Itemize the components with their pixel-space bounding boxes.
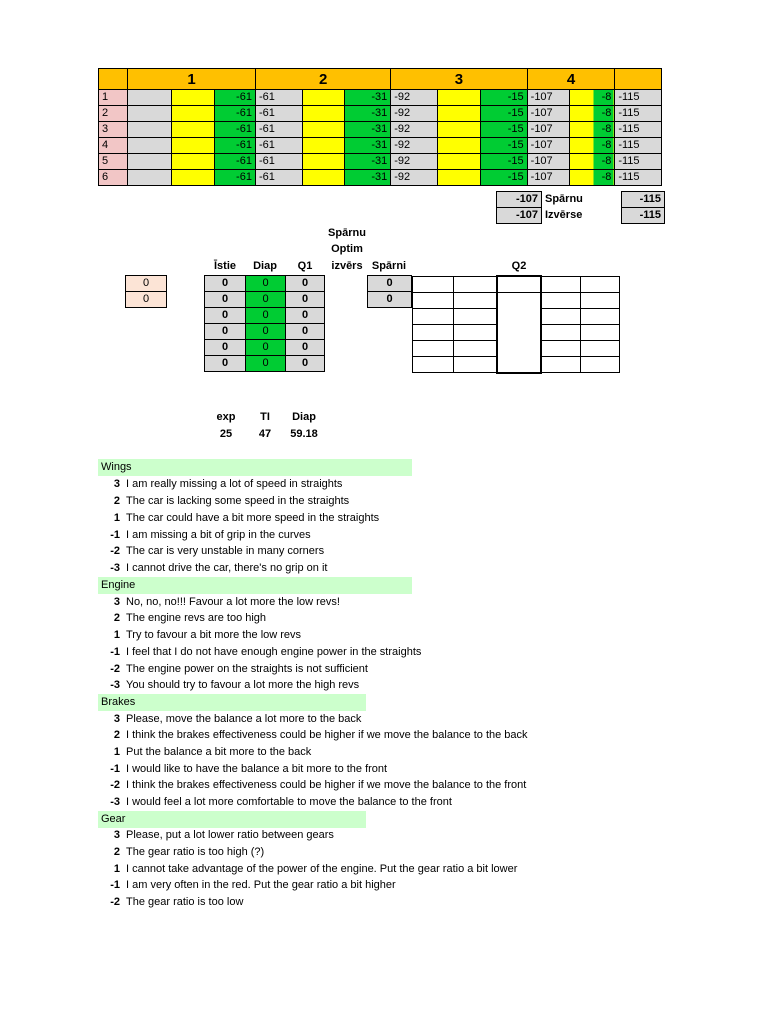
item-value: -3 [110, 562, 120, 574]
cell: 0 [126, 292, 167, 308]
cell: -115 [615, 122, 662, 138]
cell: -115 [622, 208, 665, 224]
item-text: The gear ratio is too low [126, 896, 244, 908]
cell: -8 [569, 90, 614, 106]
table-row [368, 276, 412, 292]
cell [454, 341, 498, 357]
item-value: 2 [113, 846, 120, 858]
cell: -15 [481, 106, 528, 122]
cell [302, 90, 344, 106]
item-value: 2 [113, 495, 120, 507]
label-optim-1: Spārnu [328, 227, 366, 239]
item-text: I would like to have the balance a bit more to the front [126, 763, 388, 775]
item-value: -2 [110, 545, 120, 557]
cell: -107 [527, 170, 569, 186]
item-text: You should try to favour a lot more the high revs [126, 679, 360, 691]
table-row [205, 356, 325, 372]
cell: -92 [391, 170, 438, 186]
item-value: -1 [110, 763, 120, 775]
cell [541, 293, 581, 309]
label-optim-2: Optim [331, 243, 363, 255]
table-row [205, 340, 325, 356]
item-value: -2 [110, 896, 120, 908]
cell [128, 170, 171, 186]
list-item [98, 476, 342, 493]
cell [437, 106, 480, 122]
item-text: The car could have a bit more speed in the straights [126, 512, 380, 524]
row-number: 4 [99, 138, 128, 154]
cell: -115 [615, 170, 662, 186]
cell [171, 90, 214, 106]
item-text: I am very often in the red. Put the gear ratio a bit higher [126, 879, 396, 891]
cell [437, 122, 480, 138]
cell [128, 122, 171, 138]
item-text: I cannot take advantage of the power of the engine. Put the gear ratio a bit lower [126, 863, 518, 875]
cell [171, 122, 214, 138]
cell [581, 357, 620, 373]
cell: 0 [205, 292, 246, 308]
cell: 0 [205, 356, 246, 372]
table-row [497, 208, 665, 224]
cell [302, 106, 344, 122]
cell: -115 [622, 192, 665, 208]
cell: -115 [615, 154, 662, 170]
header-3: 3 [391, 69, 527, 90]
table-row [99, 122, 662, 138]
cell [413, 293, 454, 309]
cell [171, 138, 214, 154]
cell [437, 170, 480, 186]
item-text: The engine revs are too high [126, 612, 267, 624]
cell: -31 [344, 90, 391, 106]
cell: 0 [286, 356, 325, 372]
cell: -107 [497, 208, 542, 224]
item-value: 3 [113, 596, 120, 608]
table-row [413, 293, 620, 309]
cell [454, 276, 498, 293]
cell [171, 106, 214, 122]
item-value: -2 [110, 663, 120, 675]
q2-grid [412, 275, 620, 374]
cell [413, 357, 454, 373]
stat-label-diap: Diap [292, 411, 316, 423]
cell: -31 [344, 122, 391, 138]
cell: -8 [569, 122, 614, 138]
cell [413, 276, 454, 293]
cell [581, 293, 620, 309]
cell [437, 154, 480, 170]
cell [171, 154, 214, 170]
item-value: -1 [110, 646, 120, 658]
item-text: I feel that I do not have enough engine power in the straights [126, 646, 422, 658]
cell: 0 [126, 276, 167, 292]
table-row [99, 90, 662, 106]
list-item [98, 894, 243, 911]
cell: 0 [286, 308, 325, 324]
table-row [205, 292, 325, 308]
cell: -107 [527, 106, 569, 122]
item-text: I would feel a lot more comfortable to move the balance to the front [126, 796, 452, 808]
list-item [98, 727, 528, 744]
item-text: The car is very unstable in many corners [126, 545, 325, 557]
cell: -61 [255, 106, 302, 122]
table-row [205, 324, 325, 340]
cell [454, 293, 498, 309]
item-value: -2 [110, 779, 120, 791]
cell: -61 [214, 154, 255, 170]
label-diap: Diap [253, 260, 277, 272]
table-row [413, 276, 620, 293]
cell: 0 [286, 340, 325, 356]
cell: 0 [246, 324, 286, 340]
item-text: Try to favour a bit more the low revs [126, 629, 302, 641]
cell: -15 [481, 90, 528, 106]
cell: 0 [205, 324, 246, 340]
cell: -61 [214, 138, 255, 154]
label-q2: Q2 [511, 260, 527, 272]
cell [581, 309, 620, 325]
cell [302, 122, 344, 138]
item-value: 1 [113, 512, 120, 524]
list-item [98, 794, 452, 811]
item-text: I think the brakes effectiveness could be higher if we move the balance to the back [126, 729, 528, 741]
list-item [98, 744, 311, 761]
cell: -15 [481, 138, 528, 154]
item-value: -1 [110, 879, 120, 891]
cell: -8 [569, 170, 614, 186]
item-value: 1 [113, 629, 120, 641]
item-text: I cannot drive the car, there's no grip on it [126, 562, 328, 574]
cell: -8 [569, 106, 614, 122]
table-row [497, 192, 665, 208]
table-row [99, 138, 662, 154]
table-row [99, 170, 662, 186]
item-text: I am really missing a lot of speed in straights [126, 478, 343, 490]
cell: 0 [246, 308, 286, 324]
cell: 0 [246, 340, 286, 356]
cell: -31 [344, 138, 391, 154]
cell: -92 [391, 106, 438, 122]
stat-value-ti: 47 [258, 428, 272, 440]
item-text: The gear ratio is too high (?) [126, 846, 265, 858]
table-row [99, 154, 662, 170]
setup-table [98, 68, 662, 186]
item-text: Put the balance a bit more to the back [126, 746, 312, 758]
cell: 0 [286, 276, 325, 292]
item-value: -3 [110, 679, 120, 691]
list-item [98, 827, 334, 844]
label-optim-3: izvērs [331, 260, 363, 272]
cell: -8 [569, 138, 614, 154]
cell: 0 [286, 292, 325, 308]
section-header-engine: Engine [98, 577, 412, 594]
cell [581, 276, 620, 293]
cell [437, 90, 480, 106]
header-corner [99, 69, 128, 90]
item-text: I think the brakes effectiveness could be higher if we move the balance to the front [126, 779, 527, 791]
list-item [98, 560, 327, 577]
cell: -15 [481, 122, 528, 138]
list-item [98, 627, 301, 644]
cell: -92 [391, 154, 438, 170]
table-row [126, 292, 167, 308]
cell [497, 309, 541, 325]
cell: Izvērse [545, 209, 583, 221]
cell [497, 357, 541, 373]
list-item [98, 493, 349, 510]
list-item [98, 844, 264, 861]
cell [541, 325, 581, 341]
cell: 0 [205, 308, 246, 324]
table-row [205, 276, 325, 292]
table-header-row [99, 69, 662, 90]
left-values [125, 275, 167, 308]
item-value: -3 [110, 796, 120, 808]
row-number: 1 [99, 90, 128, 106]
cell [454, 309, 498, 325]
cell: -115 [615, 138, 662, 154]
cell: -61 [214, 106, 255, 122]
section-header-gear: Gear [98, 811, 366, 828]
cell: 0 [368, 276, 412, 292]
table-row [99, 106, 662, 122]
table-row [205, 308, 325, 324]
item-value: 3 [113, 478, 120, 490]
list-item [98, 543, 324, 560]
cell: -8 [569, 154, 614, 170]
item-text: I am missing a bit of grip in the curves [126, 529, 311, 541]
table-row [413, 341, 620, 357]
cell [128, 138, 171, 154]
label-q1: Q1 [297, 260, 313, 272]
item-value: 1 [113, 863, 120, 875]
cell [413, 341, 454, 357]
q1-table [204, 275, 325, 372]
cell [454, 325, 498, 341]
item-value: 1 [113, 746, 120, 758]
cell [581, 341, 620, 357]
list-item [98, 610, 266, 627]
table-row [413, 325, 620, 341]
row-number: 2 [99, 106, 128, 122]
cell: -107 [497, 192, 542, 208]
cell: 0 [246, 276, 286, 292]
cell: -107 [527, 90, 569, 106]
list-item [98, 711, 361, 728]
cell [454, 357, 498, 373]
cell: 0 [205, 340, 246, 356]
item-text: No, no, no!!! Favour a lot more the low revs! [126, 596, 340, 608]
cell: -31 [344, 154, 391, 170]
cell [497, 341, 541, 357]
cell: -107 [527, 154, 569, 170]
list-item [98, 761, 387, 778]
cell: 0 [246, 356, 286, 372]
cell: 0 [368, 292, 412, 308]
cell [497, 276, 541, 293]
cell [302, 154, 344, 170]
list-item [98, 510, 379, 527]
cell [541, 309, 581, 325]
cell: -61 [214, 170, 255, 186]
list-item [98, 861, 517, 878]
row-number: 3 [99, 122, 128, 138]
cell: 0 [246, 292, 286, 308]
header-1: 1 [128, 69, 256, 90]
item-text: Please, move the balance a lot more to the back [126, 713, 362, 725]
list-item [98, 777, 526, 794]
cell [128, 154, 171, 170]
list-item [98, 677, 359, 694]
cell: 0 [286, 324, 325, 340]
cell: -107 [527, 138, 569, 154]
table-row [413, 357, 620, 373]
wing-totals-table [496, 191, 665, 224]
table-row [368, 292, 412, 308]
cell: -107 [527, 122, 569, 138]
table-row [126, 276, 167, 292]
cell: -15 [481, 170, 528, 186]
cell [128, 106, 171, 122]
table-row [413, 309, 620, 325]
stat-value-diap: 59.18 [290, 428, 318, 440]
item-value: -1 [110, 529, 120, 541]
cell: -61 [255, 90, 302, 106]
cell [437, 138, 480, 154]
item-text: The engine power on the straights is not sufficient [126, 663, 368, 675]
cell [302, 138, 344, 154]
cell [497, 325, 541, 341]
item-value: 3 [113, 713, 120, 725]
header-2: 2 [255, 69, 390, 90]
row-number: 6 [99, 170, 128, 186]
cell [497, 293, 541, 309]
cell: -15 [481, 154, 528, 170]
item-value: 2 [113, 729, 120, 741]
cell: -61 [255, 122, 302, 138]
cell [541, 276, 581, 293]
cell: -115 [615, 90, 662, 106]
header-4: 4 [527, 69, 615, 90]
cell: -92 [391, 122, 438, 138]
cell [541, 357, 581, 373]
cell [413, 309, 454, 325]
cell: -61 [255, 154, 302, 170]
item-text: The car is lacking some speed in the straights [126, 495, 350, 507]
header-end [615, 69, 662, 90]
cell: -115 [615, 106, 662, 122]
cell [541, 341, 581, 357]
cell: -31 [344, 106, 391, 122]
cell: -61 [214, 90, 255, 106]
cell: -92 [391, 138, 438, 154]
item-value: 3 [113, 829, 120, 841]
cell: -61 [214, 122, 255, 138]
cell [581, 325, 620, 341]
stat-label-ti: TI [260, 411, 270, 423]
section-header-brakes: Brakes [98, 694, 366, 711]
list-item [98, 644, 421, 661]
cell: -61 [255, 138, 302, 154]
cell: Spārnu [545, 193, 583, 205]
cell [413, 325, 454, 341]
list-item [98, 594, 340, 611]
cell: -31 [344, 170, 391, 186]
sparni-table [367, 275, 412, 308]
label-sparni: Spārni [371, 260, 407, 272]
label-istie: Īstie [213, 260, 236, 272]
list-item [98, 661, 368, 678]
cell [171, 170, 214, 186]
cell [128, 90, 171, 106]
list-item [98, 877, 396, 894]
cell: 0 [205, 276, 246, 292]
stat-label-exp: exp [216, 411, 236, 423]
cell: -92 [391, 90, 438, 106]
item-text: Please, put a lot lower ratio between gears [126, 829, 334, 841]
stat-value-exp: 25 [219, 428, 233, 440]
list-item [98, 527, 311, 544]
cell [302, 170, 344, 186]
section-header-wings: Wings [98, 459, 412, 476]
row-number: 5 [99, 154, 128, 170]
cell: -61 [255, 170, 302, 186]
item-value: 2 [113, 612, 120, 624]
